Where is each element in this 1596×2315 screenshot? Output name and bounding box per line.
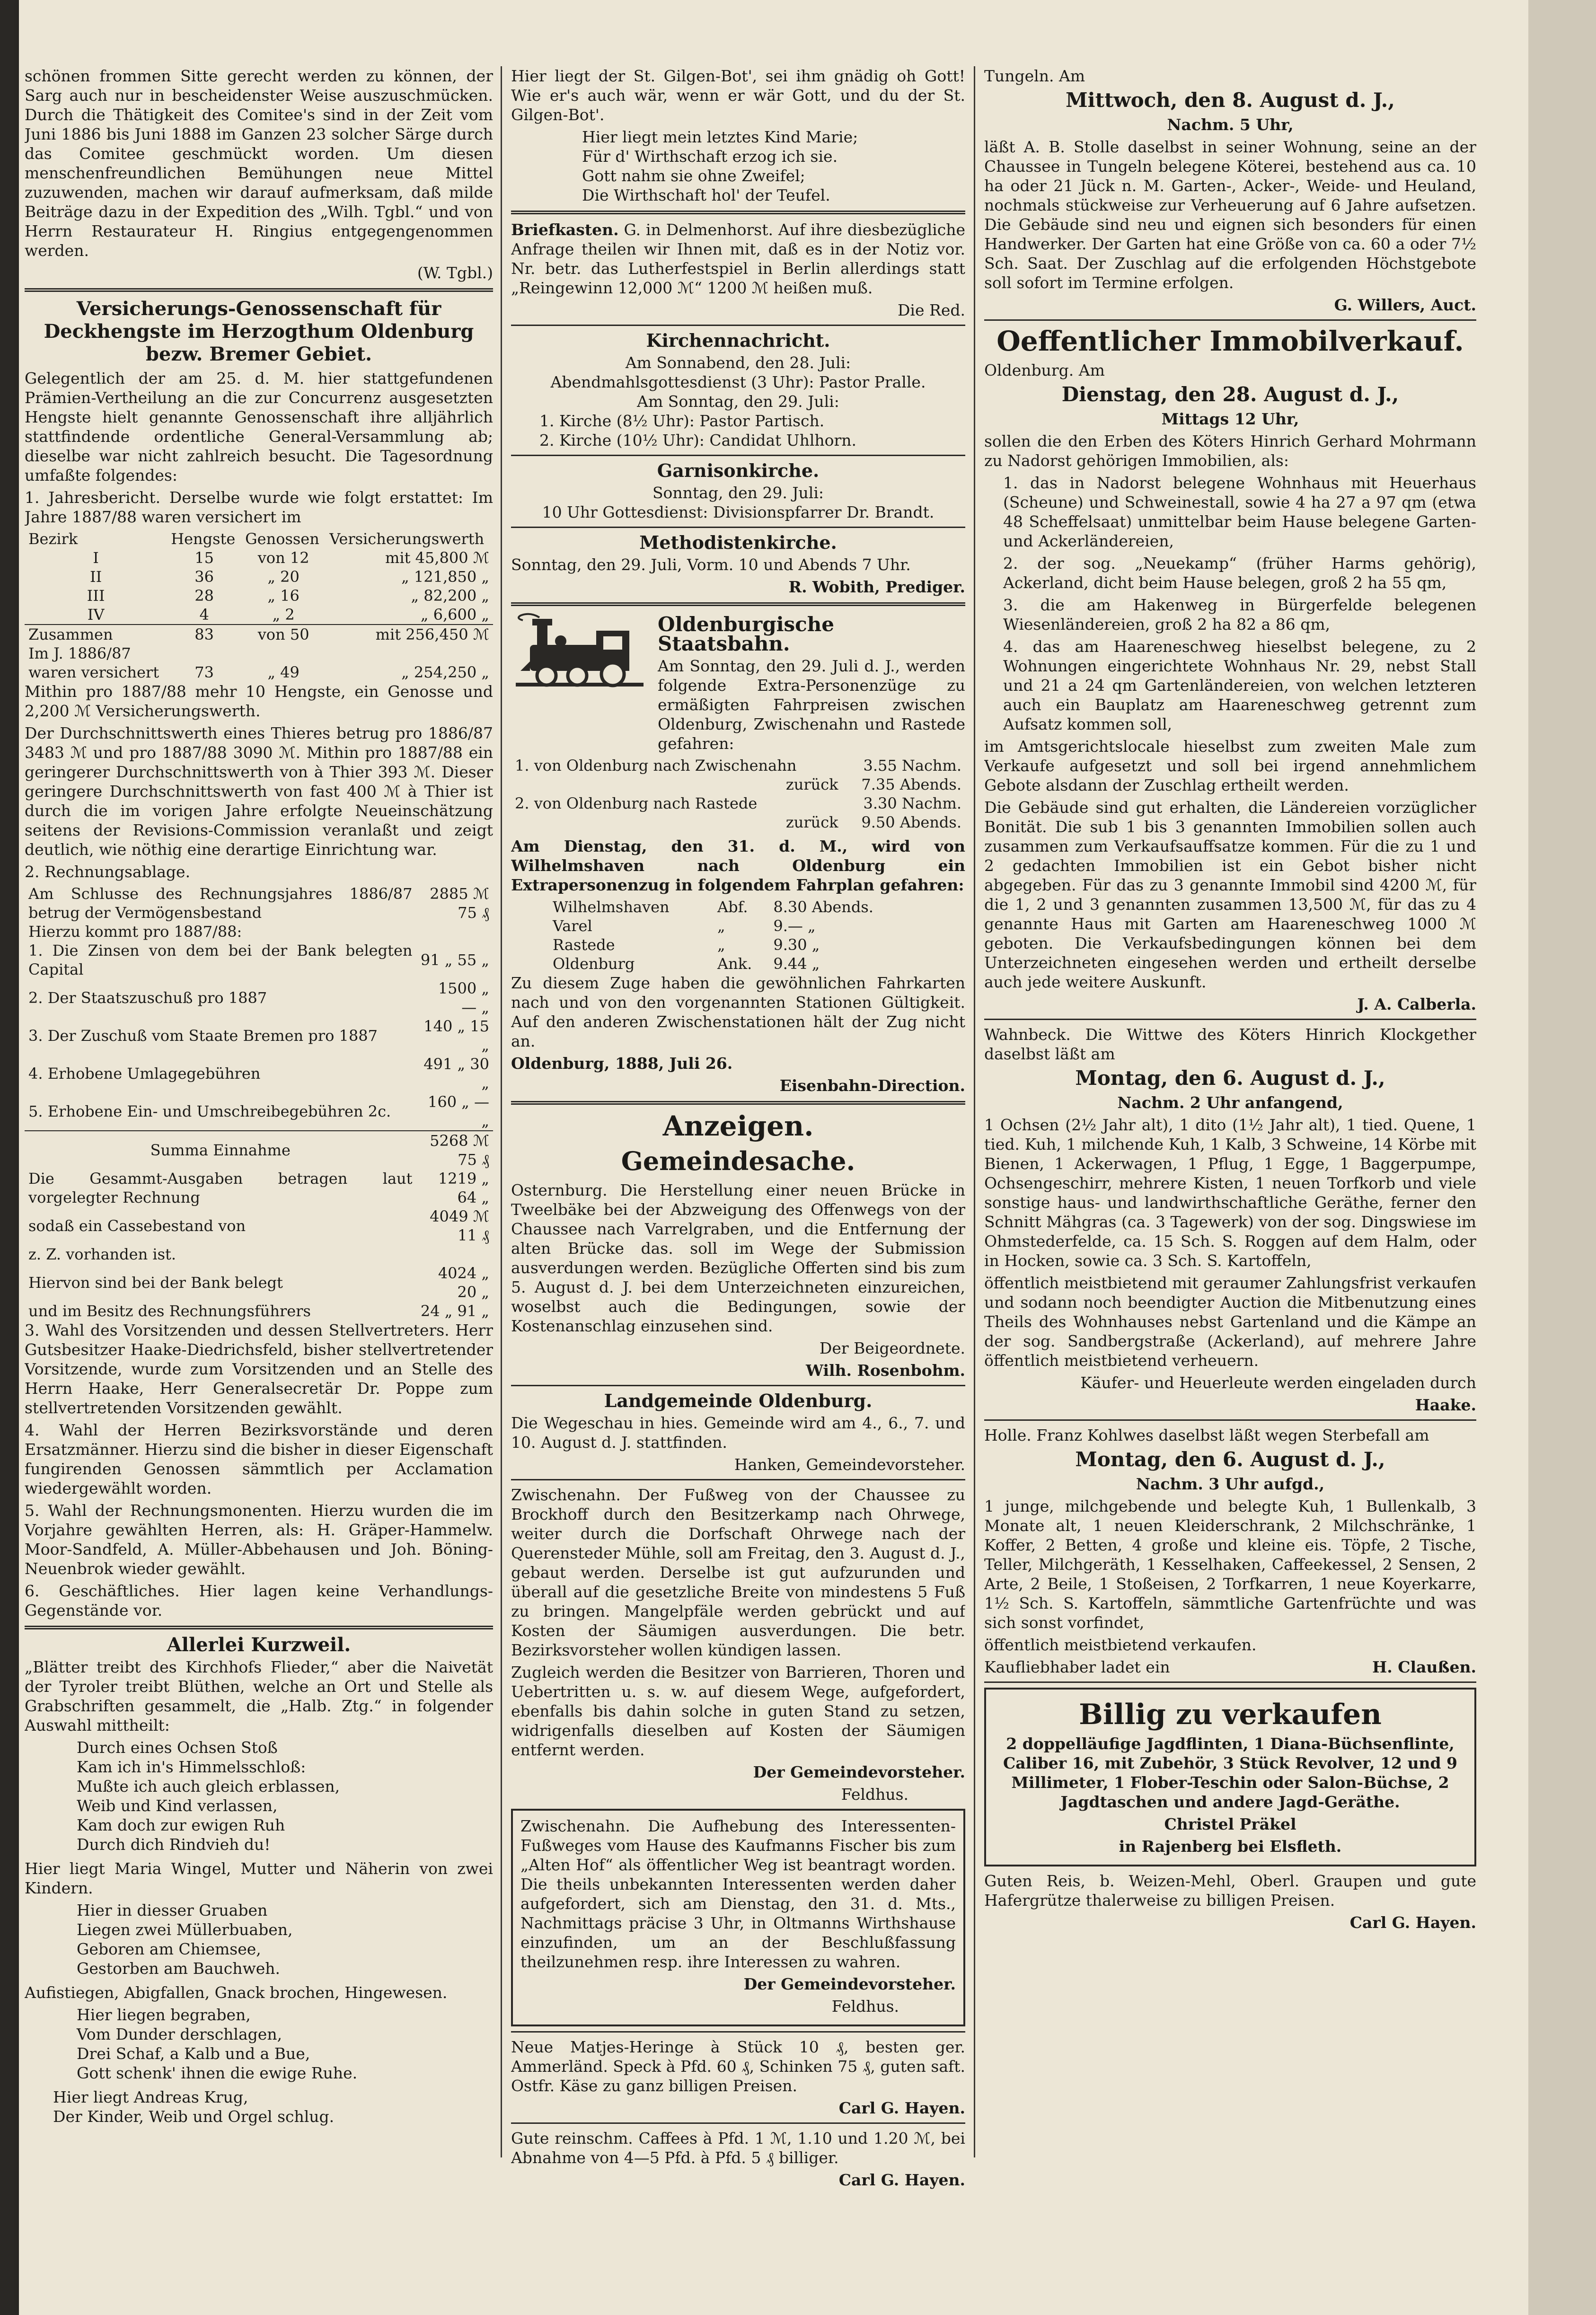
paragraph: Käufer- und Heuerleute werden eingeladen durch	[1080, 1373, 1476, 1392]
verse-line: Die Wirthschaft hol' der Teufel.	[582, 186, 830, 204]
notice-line: Am Sonntag, den 29. Juli:	[637, 392, 839, 411]
table-cell: Summa Einnahme	[150, 1141, 291, 1159]
table-cell: und im Besitz des Rechnungsführers	[28, 1302, 311, 1320]
table-cell: Abf.	[717, 898, 748, 916]
table-cell: 1219 „ 64 „	[438, 1170, 489, 1206]
table-cell: von 50	[257, 625, 309, 643]
table-cell: zurück	[785, 775, 838, 793]
table-cell: Hiervon sind bei der Bank belegt	[28, 1274, 283, 1292]
column-right	[984, 66, 1476, 2290]
list-item: 4. das am Haareneschweg hieselbst belegene, zu 2 Wohnungen eingerichtete Wohnhaus Nr. 29, nebst Stall und 21 a 24 qm Gartenländereien, von welchen letzteren auch ein Bauplatz am Haareneschweg getrennt zum Aufsatz kommen soll,	[1003, 637, 1476, 733]
paragraph: öffentlich meistbietend mit geraumer Zahlungsfrist verkaufen und sodann noch beendigter Auction die Mitbenutzung eines Theils des Wohnhauses nebst Gartenland und die Kämpe an der sog. Sandbergstraße (Ackerland), auf mehrere Jahre öffentlich meistbietend verheuern.	[984, 1274, 1476, 1370]
table-cell: 1500 „ — „	[438, 979, 489, 1016]
table-cell: IV	[87, 606, 105, 624]
table-cell: „ 2	[272, 606, 295, 624]
table-row	[549, 935, 912, 954]
notice-line: Sonntag, den 29. Juli:	[652, 484, 824, 502]
column-left	[25, 66, 493, 2290]
table-cell: Rastede	[553, 936, 615, 954]
table-row	[549, 954, 912, 973]
table-cell: „ 121,850 „	[401, 568, 489, 586]
article-title: Allerlei Kurzweil.	[167, 1634, 351, 1656]
verse-line: Durch dich Rindvieh du!	[77, 1835, 271, 1854]
verse-line: Gott nahm sie ohne Zweifel;	[582, 167, 805, 185]
section-title: Kirchennachricht.	[646, 330, 830, 351]
divider	[984, 1681, 1476, 1683]
schedule-table	[549, 898, 912, 973]
table-cell: 73	[194, 663, 214, 681]
paragraph: 4. Wahl der Herren Bezirksvorstände und deren Ersatzmänner. Hierzu sind die bisher in dieser Eigenschaft fungirenden Genossen sämmtlich per Acclamation wiedergewählt worden.	[25, 1421, 493, 1497]
notice-line: Sonntag, den 29. Juli, Vorm. 10 und Abends 7 Uhr.	[511, 555, 911, 574]
table-row	[25, 663, 493, 682]
table-cell: 4. Erhobene Umlagegebühren	[28, 1065, 261, 1083]
notice-line: 10 Uhr Gottesdienst: Divisionspfarrer Dr. Brandt.	[542, 503, 935, 521]
list-item: 2. der sog. „Neuekamp“ (früher Harms gehörig), Ackerland, dicht beim Hause belegen, groß 2 ha 55 qm,	[1003, 554, 1476, 592]
signature-line	[984, 1657, 1476, 1677]
paragraph: 3. Wahl des Vorsitzenden und dessen Stellvertreters. Herr Gutsbesitzer Haake-Diedrichsfeld, bisher stellvertretender Vorsitzende, wurde zum Vorsitzenden und an Stelle des Herrn Haake, Herr Generalsecretär Dr. Poppe zum stellvertretenden Vorsitzenden gewählt.	[25, 1321, 493, 1417]
table-row	[25, 1245, 493, 1264]
verse-line: Für d' Wirthschaft erzog ich sie.	[582, 147, 838, 166]
section-title: Landgemeinde Oldenburg.	[604, 1390, 873, 1411]
date-heading: Montag, den 6. August d. J.,	[1075, 1448, 1385, 1471]
table-cell: „ 82,200 „	[411, 587, 489, 605]
table-cell: 2885 ℳ 75 ₰	[430, 885, 489, 922]
table-cell: 91 „ 55 „	[420, 951, 489, 969]
section-heading: Anzeigen.	[662, 1110, 814, 1142]
paragraph: Am Sonntag, den 29. Juli d. J., werden folgende Extra-Personenzüge zu ermäßigten Fahrpreisen zwischen Oldenburg, Zwischenahn und Rastede gefahren:	[658, 657, 965, 753]
table-cell: 140 „ 15 „	[423, 1017, 489, 1054]
table-cell: 28	[194, 587, 214, 605]
notice-line: Am Sonnabend, den 28. Juli:	[625, 353, 851, 372]
section-heading: Oeffentlicher Immobilverkauf.	[996, 325, 1464, 357]
signature: Der Beigeordnete.	[819, 1339, 965, 1357]
table-row	[25, 548, 493, 567]
paragraph: 2 doppelläufige Jagdflinten, 1 Diana-Büchsenflinte, Caliber 16, mit Zubehör, 3 Stück Revolver, 12 und 9 Millimeter, 1 Flober-Teschin oder Salon-Büchse, 2 Jagdtaschen und andere Jagd-Geräthe.	[1003, 1734, 1458, 1811]
insurance-table	[25, 529, 493, 682]
verse-line: Der Kinder, Weib und Orgel schlug.	[53, 2107, 335, 2126]
table-cell: 9.30 „	[773, 936, 820, 954]
divider	[984, 1019, 1476, 1020]
dateline: Oldenburg, 1888, Juli 26.	[511, 1054, 733, 1073]
table-cell: „	[717, 917, 725, 935]
divider	[511, 325, 965, 326]
paragraph: Zugleich werden die Besitzer von Barrieren, Thoren und Uebertritten u. s. w. auf diesem Wege, aufgefordert, ebenfalls bis dahin solche in guten Stand zu setzen, widrigenfalls dieselben auf Kosten der Säumigen entfernt werden.	[511, 1663, 965, 1759]
table-row	[25, 884, 493, 922]
table-cell: „	[717, 936, 725, 954]
notice-line: 1. Kirche (8½ Uhr): Pastor Partisch.	[539, 412, 825, 430]
locomotive-icon	[511, 612, 648, 697]
signature: Feldhus.	[831, 1997, 899, 2016]
signature: Carl G. Hayen.	[838, 2171, 965, 2189]
table-cell: Bezirk	[28, 530, 78, 548]
divider	[511, 455, 965, 456]
table-cell: 4049 ℳ 11 ₰	[430, 1207, 489, 1244]
page-margin	[1528, 0, 1596, 2315]
paragraph: läßt A. B. Stolle daselbst in seiner Wohnung, seine an der Chaussee in Tungeln belegene Köterei, bestehend aus ca. 10 ha oder 21 Jück n. M. Garten-, Acker-, Weide- und Heuland, nochmals stückweise zur Verheuerung auf 6 Jahre aufsetzen. Die Gebäude sind neu und eignen sich besonders für einen Handwerker. Der Garten hat eine Größe von ca. 60 a oder 7½ Sch. Saat. Der Zuschlag auf die erfolgenden Höchstgebote soll sofort im Termine erfolgen.	[984, 138, 1476, 292]
signature: J. A. Calberla.	[1357, 995, 1476, 1013]
article-continuation: schönen frommen Sitte gerecht werden zu können, der Sarg auch nur in bescheidenster Weise auszuschmücken. Durch die Thätigkeit des Comitee's sind in der Zeit vom Juni 1886 bis Juni 1888 im Ganzen 23 solcher Särge durch das Comitee geschmückt worden. Um diesen menschenfreundlichen Bemühungen neue Mittel zuzuwenden, machen wir darauf aufmerksam, daß milde Beiträge dazu in der Expedition des „Wilh. Tgbl.“ und von Herrn Restaurateur H. Ringius entgegengenommen werden.	[25, 67, 493, 260]
verse-line: Vom Dunder derschlagen,	[77, 2025, 282, 2043]
time-heading: Nachm. 2 Uhr anfangend,	[1117, 1093, 1343, 1112]
table-cell: von 12	[257, 549, 309, 567]
table-cell: 24 „ 91 „	[420, 1302, 489, 1320]
divider	[25, 288, 493, 292]
table-cell: 3.55 Nachm.	[863, 757, 961, 775]
table-row	[25, 1169, 493, 1207]
paragraph: 5. Wahl der Rechnungsmonenten. Hierzu wurden die im Vorjahre gewählten Herren, als: H. Gräper-Hammelw. Moor-Sandfeld, A. Müller-Abbehausen und Joh. Böning-Neuenbrok wieder gewählt.	[25, 1501, 493, 1578]
table-row	[549, 898, 912, 916]
table-cell: 3.30 Nachm.	[863, 794, 961, 812]
article-title: Versicherungs-Genossenschaft für Deckhengste im Herzogthum Oldenburg bezw. Bremer Gebiet.	[44, 298, 474, 365]
signature: H. Claußen.	[1372, 1658, 1476, 1676]
notice-line: Oldenburg. Am	[984, 361, 1105, 379]
table-cell: 9.— „	[773, 917, 816, 935]
divider	[511, 527, 965, 528]
notice-line: Abendmahlsgottesdienst (3 Uhr): Pastor Pralle.	[550, 373, 926, 391]
table-cell: Im J. 1886/87	[28, 644, 131, 662]
column-middle	[511, 66, 965, 2290]
table-cell: 8.30 Abends.	[773, 898, 873, 916]
paragraph: „Blätter treibt des Kirchhofs Flieder,“ aber die Naivetät der Tyroler treibt Blüthen, welche an Ort und Stelle als Grabschriften gesammelt, die „Halb. Ztg.“ in folgender Auswahl mittheilt:	[25, 1658, 493, 1734]
verse-line: Hier liegt Andreas Krug,	[53, 2088, 248, 2106]
divider	[511, 1101, 965, 1105]
table-row	[25, 1207, 493, 1245]
signature: Der Gemeindevorsteher.	[753, 1763, 965, 1781]
paragraph: 6. Geschäftliches. Hier lagen keine Verhandlungs-Gegenstände vor.	[25, 1582, 493, 1620]
paragraph: Aufistiegen, Abigfallen, Gnack brochen, Hingewesen.	[25, 1983, 448, 2002]
table-cell: 2. von Oldenburg nach Rastede	[515, 794, 758, 812]
signature: R. Wobith, Prediger.	[788, 578, 965, 596]
table-cell: Versicherungswerth	[329, 530, 485, 548]
table-cell: 1. Die Zinsen von dem bei der Bank belegten Capital	[28, 942, 413, 978]
section-title: Oldenburgische Staatsbahn.	[658, 613, 834, 655]
ad-headline: Billig zu verkaufen	[1079, 1698, 1382, 1731]
column-rule	[974, 66, 975, 2157]
table-cell: mit 256,450 ℳ	[375, 625, 489, 643]
table-cell: waren versichert	[28, 663, 159, 681]
paragraph: 1 Ochsen (2½ Jahr alt), 1 dito (1½ Jahr alt), 1 tied. Quene, 1 tied. Kuh, 1 milchende Kuh, 1 Kalb, 3 Schweine, 14 Körbe mit Bienen, 1 Ackerwagen, 1 Pflug, 1 Egge, 1 Baggerpumpe, Ochsengeschirr, mehrere Kisten, 1 neuen Torfkorb und viele sonstige haus- und landwirthschaftliche Geräthe, ferner den Schnitt Mähgras (ca. 3 Tagewerk) von der sog. Dingswiese im Ohmstederfelde, ca. 15 Sch. S. Roggen auf dem Halm, oder in Hocken, sowie ca. 3 Sch. S. Kartoffeln,	[984, 1116, 1476, 1270]
letterbox-notice	[511, 220, 965, 298]
notice-box	[511, 1809, 965, 2026]
paragraph: Der Durchschnittswerth eines Thieres betrug pro 1886/87 3483 ℳ und pro 1887/88 3090 ℳ. Mithin pro 1887/88 ein geringerer Durchschnittswerth von à Thier 393 ℳ. Dieser geringere Durchschnittswerth von fast 400 ℳ à Thier ist durch die im vorigen Jahre erfolgte Neueinschätzung seitens der Revisions-Commission veranlaßt und zeigt deutlich, wie nöthig eine derartige Einrichtung war.	[25, 724, 493, 859]
table-row	[25, 605, 493, 625]
divider	[511, 211, 965, 214]
table-cell: Oldenburg	[553, 955, 635, 973]
paragraph: Guten Reis, b. Weizen-Mehl, Oberl. Graupen und gute Hafergrütze thalerweise zu billigen Preisen.	[984, 1872, 1476, 1910]
table-cell: Zusammen	[28, 625, 113, 643]
paragraph: im Amtsgerichtslocale hieselbst zum zweiten Male zum Verkaufe aufgesetzt und soll bei irgend annehmlichem Gebote alsdann der Zuschlag ertheilt werden.	[984, 737, 1476, 794]
table-cell: sodaß ein Cassebestand von	[28, 1217, 246, 1235]
verse-line: Mußte ich auch gleich erblassen,	[77, 1777, 340, 1796]
verse-line: Geboren am Chiemsee,	[77, 1940, 261, 1958]
table-cell: Genossen	[245, 530, 319, 548]
epitaph-verse	[582, 127, 965, 205]
paragraph: sollen die den Erben des Köters Hinrich Gerhard Mohrmann zu Nadorst gehörigen Immobilien, als:	[984, 432, 1476, 470]
signature-lead: Kaufliebhaber ladet ein	[984, 1658, 1170, 1676]
notice-text: G. in Delmenhorst. Auf ihre diesbezügliche Anfrage theilen wir Ihnen mit, daß es in der Notiz vor. Nr. betr. das Lutherfestspiel in Berlin allerdings statt „Reingewinn 12,000 ℳ“ 1200 ℳ heißen muß.	[511, 220, 965, 297]
paragraph: Holle. Franz Kohlwes daselbst läßt wegen Sterbefall am	[984, 1426, 1429, 1444]
table-cell: Varel	[553, 917, 592, 935]
table-cell: 2. Der Staatszuschuß pro 1887	[28, 989, 267, 1007]
table-cell: „ 49	[267, 663, 300, 681]
table-cell: „ 254,250 „	[401, 663, 489, 681]
table-cell: „ 20	[267, 568, 300, 586]
paragraph: 2. Rechnungsablage.	[25, 863, 191, 881]
verse-line: Gestorben am Bauchweh.	[77, 1959, 281, 1978]
verse-line: Kam doch zur ewigen Ruh	[77, 1816, 285, 1834]
table-row	[25, 1264, 493, 1302]
railway-text	[658, 612, 965, 756]
verse-line: Kam ich in's Himmelsschloß:	[77, 1758, 306, 1776]
source-note: (W. Tgbl.)	[417, 264, 493, 282]
paragraph: Gelegentlich der am 25. d. M. hier stattgefundenen Prämien-Vertheilung an die zur Concurrenz ausgesetzten Hengste hielt genannte Genossenschaft ihre alljährlich stattfindende ordentliche General-Versammlung ab; dieselbe war nicht zahlreich besucht. Die Tagesordnung umfaßte folgendes:	[25, 369, 493, 484]
table-row	[511, 756, 965, 775]
section-title: Briefkasten.	[511, 220, 619, 239]
signature: Haake.	[1415, 1396, 1476, 1414]
divider	[984, 1419, 1476, 1421]
table-cell: II	[89, 568, 102, 586]
column-rule	[501, 66, 502, 2157]
paragraph: Mithin pro 1887/88 mehr 10 Hengste, ein Genosse und 2,200 ℳ Versicherungswerth.	[25, 682, 493, 720]
book-spine	[0, 0, 19, 2315]
epitaph-verse	[77, 1738, 493, 1854]
table-cell: Ank.	[717, 955, 752, 973]
table-cell: „ 16	[267, 587, 300, 605]
signature: Christel Präkel	[1164, 1815, 1296, 1833]
table-row	[25, 567, 493, 586]
paragraph: 1. Jahresbericht. Derselbe wurde wie folgt erstattet: Im Jahre 1887/88 waren versichert im	[25, 488, 493, 526]
table-cell: Hengste	[171, 530, 236, 548]
table-row	[25, 979, 493, 1017]
table-cell: 7.35 Abends.	[861, 775, 961, 793]
table-cell: 9.50 Abends.	[861, 813, 961, 831]
table-cell: 5268 ℳ 75 ₰	[430, 1132, 489, 1169]
table-cell: Hierzu kommt pro 1887/88:	[28, 923, 242, 941]
table-row	[25, 1131, 493, 1169]
epitaph-verse	[77, 1901, 493, 1978]
table-cell: 1. von Oldenburg nach Zwischenahn	[515, 757, 797, 775]
paragraph: Zu diesem Zuge haben die gewöhnlichen Fahrkarten nach und von den vorgenannten Stationen Gültigkeit. Auf den anderen Zwischenstationen hält der Zug nicht an.	[511, 974, 965, 1050]
table-cell: 3. Der Zuschuß vom Staate Bremen pro 1887	[28, 1027, 378, 1045]
paragraph: öffentlich meistbietend verkaufen.	[984, 1636, 1257, 1654]
verse-line: Durch eines Ochsen Stoß	[77, 1738, 278, 1757]
table-row	[25, 941, 493, 979]
table-cell: z. Z. vorhanden ist.	[28, 1245, 176, 1263]
paragraph: Zwischenahn. Der Fußweg von der Chaussee zu Brockhoff durch den Besitzerkamp nach Ohrwege, weiter durch die Dorfschaft Ohrwege nach der Querensteder Mühle, soll am Freitag, den 3. August d. J., gebaut werden. Derselbe ist gut aufzurunden und überall auf die gesetzliche Breite von mindestens 5 Fuß zu bringen. Mangelpfäle werden gebrückt und auf Kosten der Säumigen ausverdungen. Die betr. Bezirksvorsteher wollen kündigen lassen.	[511, 1486, 965, 1659]
paragraph: Die Gebäude sind gut erhalten, die Ländereien vorzüglicher Bonität. Die sub 1 bis 3 genannten Immobilien sollen auch zusammen zum Verkaufsauffsatze kommen. Für die zu 1 und 2 gedachten Immobilien ist ein Gebot bisher nicht abgegeben. Für das zu 3 genannte Immobil sind 4200 ℳ, für die 1, 2 und 3 genannten zusammen 13,500 ℳ, für das zu 4 genannte Haus mit Garten am Haareneschweg 1000 ℳ geboten. Die Verkaufsbedingungen können bei dem Unterzeichneten eingesehen werden und ertheilt derselbe auch jede weitere Auskunft.	[984, 798, 1476, 991]
signature: Carl G. Hayen.	[1349, 1913, 1476, 1932]
divider	[511, 1385, 965, 1386]
section-title: Garnisonkirche.	[657, 460, 820, 481]
table-row	[25, 1092, 493, 1131]
signature: Wilh. Rosenbohm.	[805, 1361, 965, 1380]
table-row	[549, 916, 912, 935]
paragraph: Hier liegt Maria Wingel, Mutter und Näherin von zwei Kindern.	[25, 1859, 493, 1897]
table-row	[511, 813, 965, 832]
table-row	[25, 625, 493, 644]
table-row	[25, 1302, 493, 1320]
time-heading: Nachm. 3 Uhr aufgd.,	[1136, 1475, 1325, 1493]
table-row	[25, 1017, 493, 1055]
sale-ad-box	[984, 1688, 1476, 1866]
verse-line: Hier liegt mein letztes Kind Marie;	[582, 128, 858, 146]
divider	[511, 602, 965, 606]
signature: Eisenbahn-Direction.	[779, 1076, 965, 1095]
divider	[511, 1479, 965, 1480]
paragraph: Hier liegt der St. Gilgen-Bot', sei ihm gnädig oh Gott! Wie er's auch wär, wenn er wär Gott, und du der St. Gilgen-Bot'.	[511, 67, 965, 124]
table-cell: 9.44 „	[773, 955, 820, 973]
railway-header	[511, 612, 965, 756]
table-cell: Die Gesammt-Ausgaben betragen laut vorgelegter Rechnung	[28, 1170, 413, 1206]
list-item: 1. das in Nadorst belegene Wohnhaus mit Heuerhaus (Scheune) und Schweinestall, sowie 4 ha 27 a 97 qm (etwa 48 Scheffelsaat) unmittelbar beim Hause belegene Garten- und Ackerländereien,	[1003, 474, 1476, 550]
table-cell: Am Schlusse des Rechnungsjahres 1886/87 betrug der Vermögensbestand	[28, 885, 413, 922]
train-table	[511, 756, 965, 832]
verse-line: Gott schenk' ihnen die ewige Ruhe.	[77, 2064, 358, 2082]
table-cell: zurück	[785, 813, 838, 831]
section-heading: Gemeindesache.	[621, 1146, 855, 1176]
verse-line: Liegen zwei Müllerbuaben,	[77, 1920, 293, 1939]
table-row	[25, 922, 493, 941]
table-cell: 491 „ 30 „	[423, 1055, 489, 1092]
notice-line: 2. Kirche (10½ Uhr): Candidat Uhlhorn.	[539, 431, 857, 449]
paragraph: Osternburg. Die Herstellung einer neuen Brücke in Tweelbäke bei der Abzweigung des Offenwegs von der Chaussee nach Varrelgraben, und die Entfernung der alten Brücke das. soll im Wege der Submission ausverdungen werden. Bezügliche Offerten sind bis zum 5. August d. J. bei dem Unterzeichneten einzureichen, woselbst auch die Bedingungen, sowie der Kostenanschlag einzusehen sind.	[511, 1181, 965, 1335]
epitaph-verse	[53, 2087, 493, 2126]
table-row	[511, 794, 965, 813]
time-heading: Nachm. 5 Uhr,	[1167, 115, 1294, 134]
divider	[511, 2031, 965, 2033]
table-cell: 4024 „ 20 „	[438, 1264, 489, 1301]
section-title: Methodistenkirche.	[639, 532, 837, 553]
divider	[25, 1626, 493, 1629]
date-heading: Montag, den 6. August d. J.,	[1075, 1066, 1385, 1090]
table-header	[25, 529, 493, 548]
signature: G. Willers, Auct.	[1334, 296, 1476, 314]
table-cell: 83	[194, 625, 214, 643]
divider	[511, 2122, 965, 2124]
table-cell: 160 „ — „	[428, 1093, 489, 1130]
table-cell: 5. Erhobene Ein- und Umschreibegebühren 2c.	[28, 1102, 391, 1120]
table-row	[511, 775, 965, 794]
table-cell: Wilhelmshaven	[553, 898, 670, 916]
table-cell: 4	[199, 606, 209, 624]
epitaph-verse	[77, 2005, 493, 2083]
table-cell: III	[87, 587, 105, 605]
signature: Carl G. Hayen.	[838, 2099, 965, 2117]
signature: Die Red.	[897, 301, 965, 319]
paragraph: Gute reinschm. Caffees à Pfd. 1 ℳ, 1.10 und 1.20 ℳ, bei Abnahme von 4—5 Pfd. à Pfd. 5 ₰ billiger.	[511, 2129, 965, 2167]
paragraph: Am Dienstag, den 31. d. M., wird von Wilhelmshaven nach Oldenburg ein Extrapersonenzug in folgendem Fahrplan gefahren:	[511, 837, 965, 894]
table-cell: 15	[194, 549, 214, 567]
table-cell: „ 6,600 „	[420, 606, 489, 624]
table-cell: mit 45,800 ℳ	[385, 549, 489, 567]
verse-line: Hier in diesser Gruaben	[77, 1901, 268, 1919]
table-row	[25, 644, 493, 663]
accounts-table	[25, 884, 493, 1320]
table-row	[25, 1055, 493, 1092]
date-heading: Dienstag, den 28. August d. J.,	[1061, 383, 1399, 406]
divider	[984, 319, 1476, 321]
verse-line: Hier liegen begraben,	[77, 2006, 251, 2024]
signature: Hanken, Gemeindevorsteher.	[734, 1455, 965, 1474]
notice-line: Tungeln. Am	[984, 67, 1085, 85]
table-cell: I	[93, 549, 99, 567]
date-heading: Mittwoch, den 8. August d. J.,	[1066, 88, 1395, 112]
paragraph: Die Wegeschau in hies. Gemeinde wird am 4., 6., 7. und 10. August d. J. stattfinden.	[511, 1414, 965, 1452]
table-cell: 36	[194, 568, 214, 586]
signature: Der Gemeindevorsteher.	[743, 1975, 956, 1993]
list-item: 3. die am Hakenweg in Bürgerfelde belegenen Wiesenländereien, groß 2 ha 82 a 86 qm,	[1003, 596, 1476, 634]
paragraph: Neue Matjes-Heringe à Stück 10 ₰, besten ger. Ammerländ. Speck à Pfd. 60 ₰, Schinken 75 ₰, guten saft. Ostfr. Käse zu ganz billigen Preisen.	[511, 2038, 965, 2095]
paragraph: Wahnbeck. Die Wittwe des Köters Hinrich Klockgether daselbst läßt am	[984, 1025, 1476, 1063]
verse-line: Weib und Kind verlassen,	[77, 1796, 278, 1815]
paragraph: Zwischenahn. Die Aufhebung des Interessenten-Fußweges vom Hause des Kaufmanns Fischer bis zum „Alten Hof“ als öffentlicher Weg ist beantragt worden. Die theils unbekannten Interessenten werden daher aufgefordert, sich am Dienstag, den 31. d. Mts., Nachmittags präcise 3 Uhr, in Oltmanns Wirthshause einzufinden, um an der Beschlußfassung theilzunehmen resp. ihre Interessen zu wahren.	[520, 1817, 956, 1971]
paragraph: 1 junge, milchgebende und belegte Kuh, 1 Bullenkalb, 3 Monate alt, 1 neuen Kleiderschrank, 2 Milchschränke, 1 Koffer, 2 Betten, 4 große und kleine eis. Töpfe, 2 Tische, Teller, Milchgeräth, 1 Kesselhaken, Caffeekessel, 2 Sensen, 2 Arte, 2 Beile, 1 Stoßeisen, 2 Torfkarren, 1 neue Koyerkarre, 1½ Sch. S. Kartoffeln, sämmtliche Gartenfrüchte und was sich sonst vorfindet,	[984, 1497, 1476, 1632]
verse-line: Drei Schaf, a Kalb und a Bue,	[77, 2044, 310, 2063]
signature: Feldhus.	[841, 1785, 908, 1804]
newspaper-page	[19, 0, 1528, 2315]
time-heading: Mittags 12 Uhr,	[1161, 410, 1299, 428]
signature: in Rajenberg bei Elsfleth.	[1119, 1837, 1342, 1856]
table-row	[25, 586, 493, 605]
